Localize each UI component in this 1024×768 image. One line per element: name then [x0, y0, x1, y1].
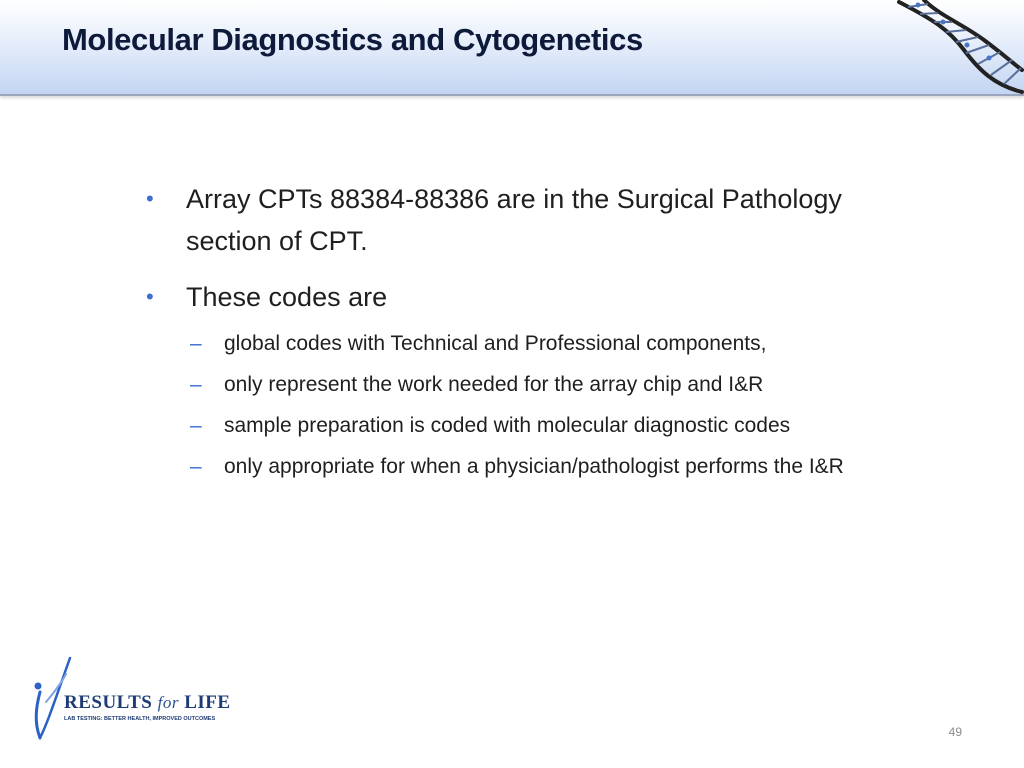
sub-bullet-text: sample preparation is coded with molecular diagnostic codes: [224, 414, 791, 437]
bullet-text: Array CPTs 88384-88386 are in the Surgical Pathology section of CPT.: [186, 184, 842, 256]
slide-title: Molecular Diagnostics and Cytogenetics: [62, 22, 643, 57]
slide-body: [143, 178, 863, 490]
sub-bullet-item: [143, 326, 863, 361]
sub-bullet-list: [143, 326, 863, 484]
sub-bullet-text: only appropriate for when a physician/pathologist performs the I&R: [224, 455, 844, 478]
sub-bullet-item: [143, 449, 863, 484]
dash-icon: –: [190, 373, 202, 396]
logo-for: for: [157, 693, 179, 712]
dash-icon: –: [190, 332, 202, 355]
title-band: [0, 0, 1024, 96]
logo-tagline: LAB TESTING: BETTER HEALTH, IMPROVED OUTCOMES: [64, 716, 216, 722]
sub-bullet-text: global codes with Technical and Professional components,: [224, 332, 767, 355]
slide-number: 49: [948, 725, 962, 739]
sub-bullet-text: only represent the work needed for the array chip and I&R: [224, 373, 764, 396]
logo-results: RESULTS: [64, 692, 153, 713]
bullet-dot-icon: •: [146, 186, 154, 211]
bullet-item: [143, 276, 863, 318]
dash-icon: –: [190, 455, 202, 478]
dna-helix-icon: [894, 0, 1024, 94]
bullet-text: These codes are: [186, 282, 388, 312]
bullet-dot-icon: •: [146, 284, 154, 309]
logo-life: LIFE: [184, 692, 231, 713]
sub-bullet-item: [143, 367, 863, 402]
logo-wordmark: [64, 692, 231, 714]
dash-icon: –: [190, 414, 202, 437]
sub-bullet-item: [143, 408, 863, 443]
bullet-item: [143, 178, 863, 262]
